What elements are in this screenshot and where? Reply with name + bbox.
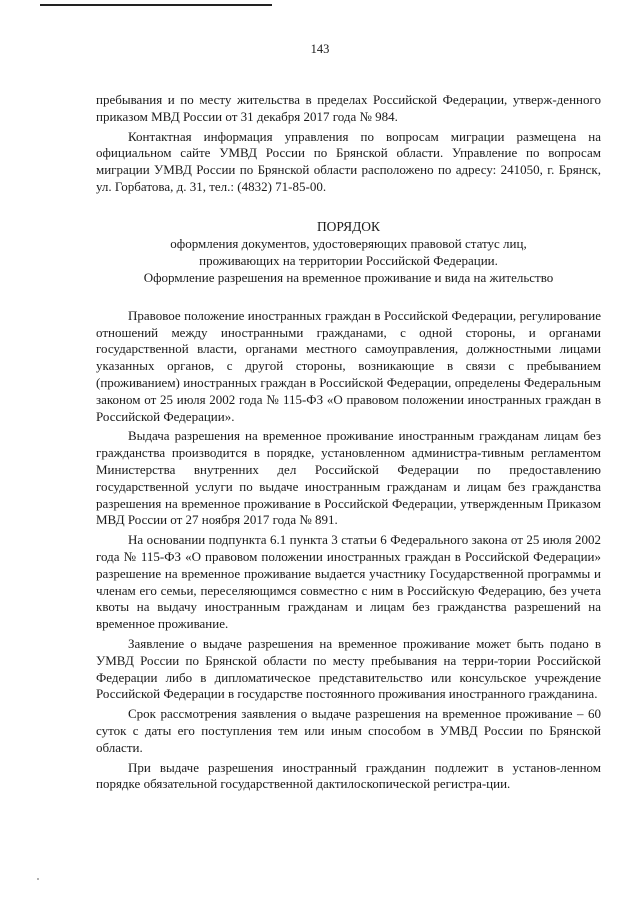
document-body	[96, 92, 601, 796]
scan-speck	[37, 878, 39, 880]
body-paragraph-1: Правовое положение иностранных граждан в Российской Федерации, регулирование отношений между иностранными гражданами, с одной стороны, и органами государственной власти, органами местного самоуправления, должностными лицами указанных органов, с другой стороны, возникающие в связи с пребыванием (проживанием) иностранных граждан в Российской Федерации, определены Федеральным законом от 25 июля 2002 года № 115-ФЗ «О правовом положении иностранных граждан в Российской Федерации».	[96, 307, 601, 424]
body-paragraph-4: Заявление о выдаче разрешения на временное проживание может быть подано в УМВД России по Брянской области по месту пребывания на терри-тории Российской Федерации либо в дипломатическое представительство или консульское учреждение Российской Федерации в государстве постоянного проживания иностранного гражданина.	[96, 635, 601, 702]
top-border-line	[40, 4, 272, 6]
intro-paragraph-2: Контактная информация управления по вопросам миграции размещена на официальном сайте УМВД России по Брянской области. Управление по вопросам миграции УМВД России по Брянской области расположено по адресу: 241050, г. Брянск, ул. Горбатова, д. 31, тел.: (4832) 71-85-00.	[96, 128, 601, 194]
body-paragraph-3: На основании подпункта 6.1 пункта 3 статьи 6 Федерального закона от 25 июля 2002 года № 115-ФЗ «О правовом положении иностранных граждан в Российской Федерации» разрешение на временное проживание выдается участнику Государственной программы и членам его семьи, переселяющимся совместно с ним в Российскую Федерацию, без учета квоты на выдачу иностранным гражданам и лицам без гражданства разрешений на временное проживание.	[96, 532, 601, 632]
body-paragraph-6: При выдаче разрешения иностранный гражданин подлежит в установ-ленном порядке обязательной государственной дактилоскопической регистра-ции.	[96, 759, 601, 792]
section-body	[96, 308, 601, 793]
body-paragraph-2: Выдача разрешения на временное проживание иностранным гражданам лицам без гражданства производится в порядке, установленном администра-тивным регламентом Министерства внутренних дел Российской Федерации по предоставлению государственной услуги по выдаче иностранным гражданам и лицам без гражданства разрешения на временное проживание в Российской Федерации, утвержденным Приказом МВД России от 27 ноября 2017 года № 891.	[96, 428, 601, 528]
heading-title: ПОРЯДОК	[316, 218, 381, 234]
intro-paragraph-1: пребывания и по месту жительства в пределах Российской Федерации, утверж-денного приказом МВД России от 31 декабря 2017 года № 984.	[96, 92, 601, 124]
body-paragraph-5: Срок рассмотрения заявления о выдаче разрешения на временное проживание – 60 суток с даты его поступления тем или иным способом в УМВД России по Брянской области.	[96, 706, 601, 755]
section-heading	[96, 218, 601, 286]
heading-line-3: Оформление разрешения на временное проживание и вида на жительство	[143, 269, 554, 285]
page-number: 143	[310, 42, 330, 56]
heading-line-2: проживающих на территории Российской Федерации.	[199, 252, 498, 268]
heading-line-1: оформления документов, удостоверяющих правовой статус лиц,	[170, 235, 527, 251]
